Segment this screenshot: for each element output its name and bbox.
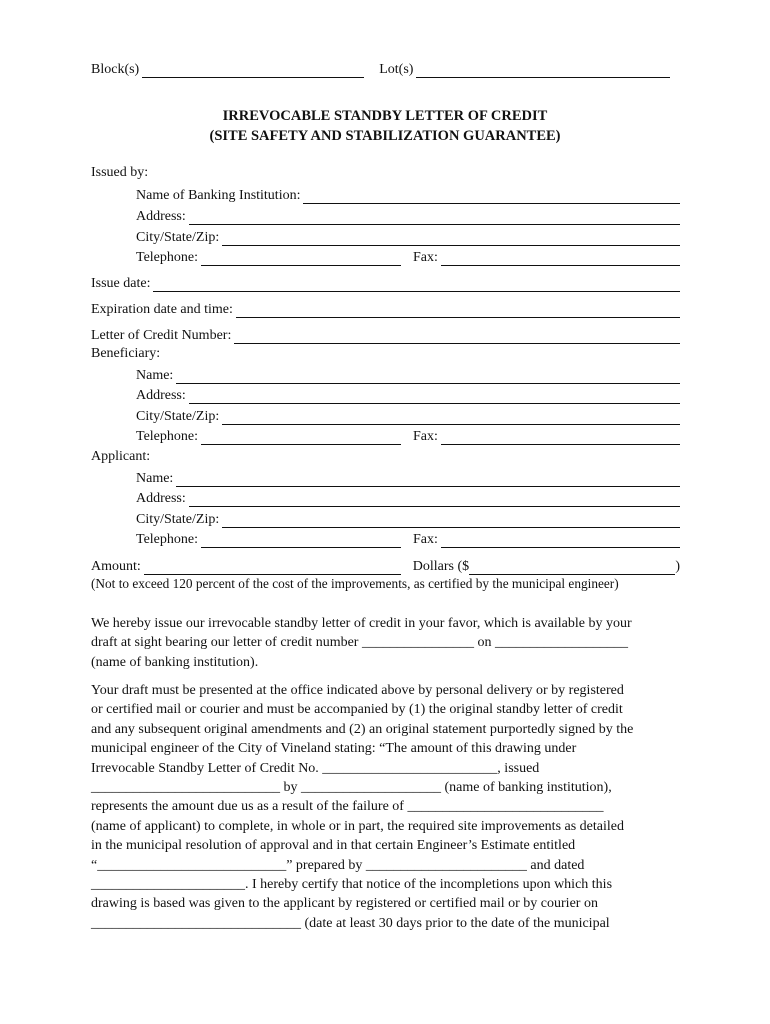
beneficiary-heading: Beneficiary: [91, 346, 161, 361]
expiration-row [91, 298, 680, 318]
document-title: IRREVOCABLE STANDBY LETTER OF CREDIT [222, 108, 548, 124]
loc-number-row [91, 324, 680, 344]
paragraph-line: (name of banking institution). [91, 654, 259, 670]
block-label: Block(s) [91, 62, 140, 77]
issuer-city-row [136, 226, 680, 246]
issuer-telephone-field[interactable] [201, 250, 401, 266]
beneficiary-city-row [136, 405, 680, 425]
amount-note: (Not to exceed 120 percent of the cost of the improvements, as certified by the municipal engineer) [91, 576, 619, 591]
amount-words-field[interactable] [144, 559, 401, 575]
paragraph-draft-conditions [91, 681, 680, 933]
amount-label: Amount: [91, 559, 141, 574]
amount-dollars-field[interactable] [469, 559, 675, 575]
paragraph-line: draft at sight bearing our letter of credit number ________________ on ___________________ [91, 635, 628, 651]
paragraph-line: ___________________________ by ____________________ (name of banking institution), [91, 779, 612, 795]
paragraph-line: represents the amount due us as a result of the failure of ____________________________ [91, 799, 604, 815]
dollars-close-paren: ) [675, 559, 680, 574]
paragraph-line: ______________________. I hereby certify that notice of the incompletions upon which this [91, 876, 613, 892]
issuer-address-row [136, 205, 680, 225]
paragraph-line: or certified mail or courier and must be accompanied by (1) the original standby letter of credit [91, 702, 623, 718]
paragraph-line: and any subsequent original amendments and (2) an original statement purportedly signed by the [91, 721, 634, 737]
applicant-fax-field[interactable] [441, 532, 680, 548]
issuer-bank-name-row [136, 184, 680, 204]
paragraph-line: (name of applicant) to complete, in whole or in part, the required site improvements as detailed [91, 818, 624, 834]
applicant-name-label: Name: [136, 471, 174, 486]
issuer-city-label: City/State/Zip: [136, 230, 220, 245]
dollars-label: Dollars ($ [412, 559, 470, 574]
beneficiary-telephone-label: Telephone: [136, 429, 198, 444]
beneficiary-city-field[interactable] [222, 409, 680, 425]
issued-by-heading: Issued by: [91, 165, 149, 180]
issue-date-label: Issue date: [91, 276, 151, 291]
paragraph-issuance [91, 614, 680, 672]
issuer-city-field[interactable] [222, 230, 680, 246]
paragraph-line: “___________________________” prepared by _______________________ and dated [91, 857, 585, 873]
expiration-field[interactable] [236, 302, 680, 318]
paragraph-line: Irrevocable Standby Letter of Credit No. _________________________, issued [91, 760, 540, 776]
expiration-label: Expiration date and time: [91, 302, 233, 317]
bank-name-label: Name of Banking Institution: [136, 188, 301, 203]
block-lot-row [91, 58, 670, 78]
issuer-phone-fax-row [136, 246, 680, 266]
issuer-fax-field[interactable] [441, 250, 680, 266]
amount-row [91, 555, 680, 575]
issue-date-row [91, 272, 680, 292]
document-subtitle: (SITE SAFETY AND STABILIZATION GUARANTEE) [209, 128, 561, 144]
applicant-telephone-label: Telephone: [136, 532, 198, 547]
paragraph-line: drawing is based was given to the applicant by registered or certified mail or by courier on [91, 896, 598, 912]
issuer-address-label: Address: [136, 209, 186, 224]
applicant-name-field[interactable] [176, 471, 680, 487]
applicant-address-row [136, 487, 680, 507]
applicant-city-row [136, 508, 680, 528]
block-field[interactable] [142, 62, 364, 78]
beneficiary-city-label: City/State/Zip: [136, 409, 220, 424]
beneficiary-fax-label: Fax: [413, 429, 438, 444]
bank-name-field[interactable] [303, 188, 680, 204]
loc-number-label: Letter of Credit Number: [91, 328, 232, 343]
applicant-city-field[interactable] [222, 512, 680, 528]
applicant-address-field[interactable] [189, 491, 680, 507]
loc-number-field[interactable] [234, 328, 680, 344]
applicant-phone-fax-row [136, 528, 680, 548]
beneficiary-name-row [136, 364, 680, 384]
beneficiary-name-field[interactable] [176, 368, 680, 384]
paragraph-line: We hereby issue our irrevocable standby letter of credit in your favor, which is available by your [91, 616, 632, 631]
issuer-fax-label: Fax: [413, 250, 438, 265]
issuer-address-field[interactable] [189, 209, 680, 225]
beneficiary-name-label: Name: [136, 368, 174, 383]
issuer-telephone-label: Telephone: [136, 250, 198, 265]
applicant-heading: Applicant: [91, 449, 151, 464]
applicant-address-label: Address: [136, 491, 186, 506]
beneficiary-address-row [136, 384, 680, 404]
paragraph-line: ______________________________ (date at least 30 days prior to the date of the municipal [91, 915, 610, 931]
beneficiary-telephone-field[interactable] [201, 429, 401, 445]
applicant-telephone-field[interactable] [201, 532, 401, 548]
beneficiary-phone-fax-row [136, 425, 680, 445]
beneficiary-fax-field[interactable] [441, 429, 680, 445]
paragraph-line: Your draft must be presented at the office indicated above by personal delivery or by registered [91, 683, 624, 698]
paragraph-line: municipal engineer of the City of Vineland stating: “The amount of this drawing under [91, 741, 577, 757]
applicant-fax-label: Fax: [413, 532, 438, 547]
paragraph-line: in the municipal resolution of approval and in that certain Engineer’s Estimate entitled [91, 838, 576, 854]
issue-date-field[interactable] [153, 276, 680, 292]
beneficiary-address-label: Address: [136, 388, 186, 403]
applicant-name-row [136, 467, 680, 487]
applicant-city-label: City/State/Zip: [136, 512, 220, 527]
lot-label: Lot(s) [379, 62, 414, 77]
lot-field[interactable] [416, 62, 670, 78]
beneficiary-address-field[interactable] [189, 388, 680, 404]
